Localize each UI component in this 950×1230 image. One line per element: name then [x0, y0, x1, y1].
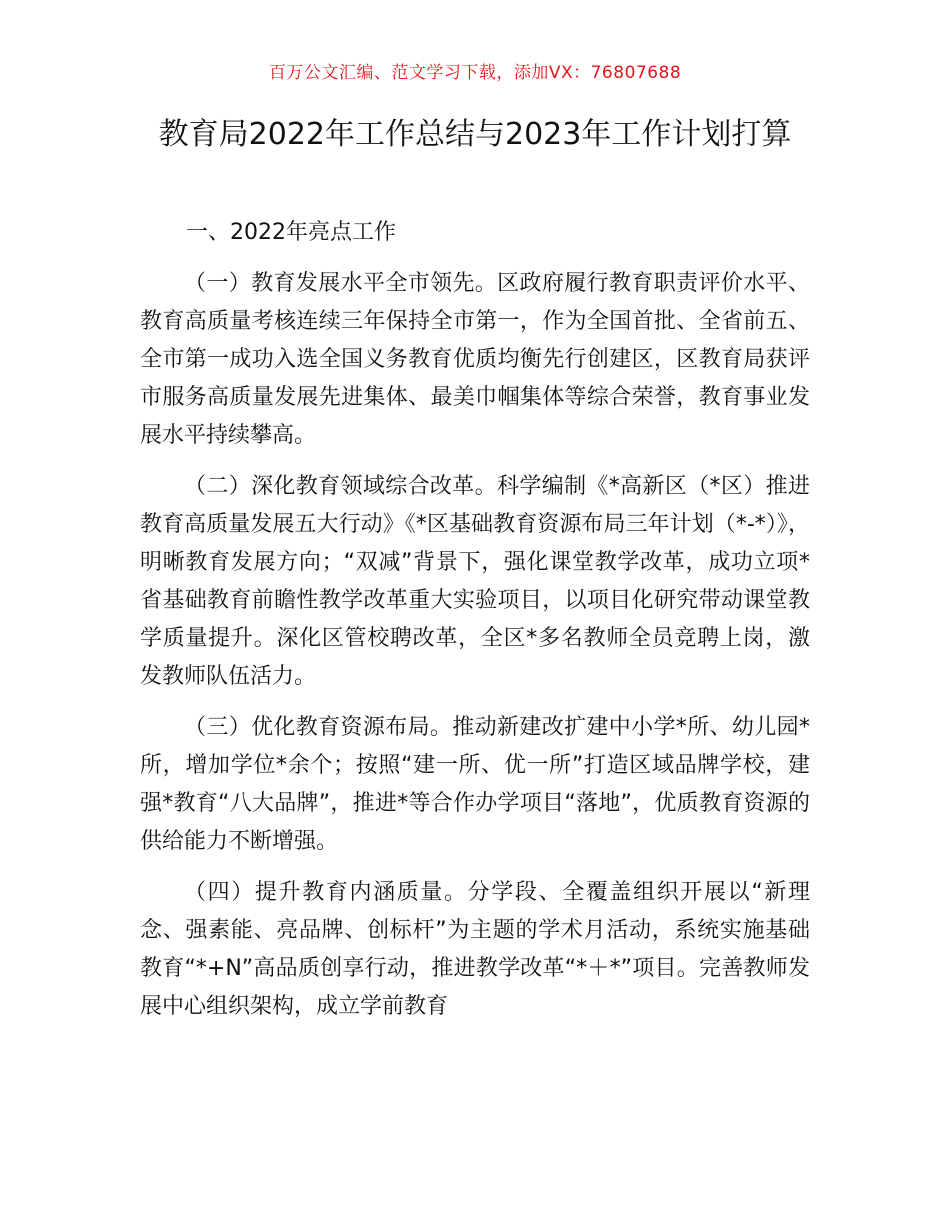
paragraph-3: （三）优化教育资源布局。推动新建改扩建中小学*所、幼儿园*所，增加学位*余个；按照“建一所、优一所”打造区域品牌学校，建强*教育“八大品牌”，推进*等合作办学项目“落地”，优质教育资源的供给能力不断增强。	[140, 715, 810, 854]
paragraph-2: （二）深化教育领域综合改革。科学编制《*高新区（*区）推进教育高质量发展五大行动》《*区基础教育资源布局三年计划（*-*）》，明晰教育发展方向；“双减”背景下，强化课堂教学改革，成功立项*省基础教育前瞻性教学改革重大实验项目，以项目化研究带动课堂教学质量提升。深化区管校聘改革，全区*多名教师全员竞聘上岗，激发教师队伍活力。	[140, 474, 810, 689]
section-heading-one: 一、2022年亮点工作	[186, 220, 396, 245]
paragraph-1: （一）教育发展水平全市领先。区政府履行教育职责评价水平、教育高质量考核连续三年保持全市第一，作为全国首批、全省前五、全市第一成功入选全国义务教育优质均衡先行创建区，区教育局获评市服务高质量发展先进集体、最美巾帼集体等综合荣誉，教育事业发展水平持续攀高。	[140, 271, 810, 448]
document-body	[140, 214, 810, 1039]
paragraph-4: （四）提升教育内涵质量。分学段、全覆盖组织开展以“新理念、强素能、亮品牌、创标杆”为主题的学术月活动，系统实施基础教育“*+N”高品质创享行动，推进教学改革“*＋*”项目。完善教师发展中心组织架构，成立学前教育	[140, 880, 810, 1019]
document-title: 教育局2022年工作总结与2023年工作计划打算	[158, 117, 792, 152]
watermark-banner: 百万公文汇编、范文学习下载，添加VX：76807688	[268, 63, 682, 83]
